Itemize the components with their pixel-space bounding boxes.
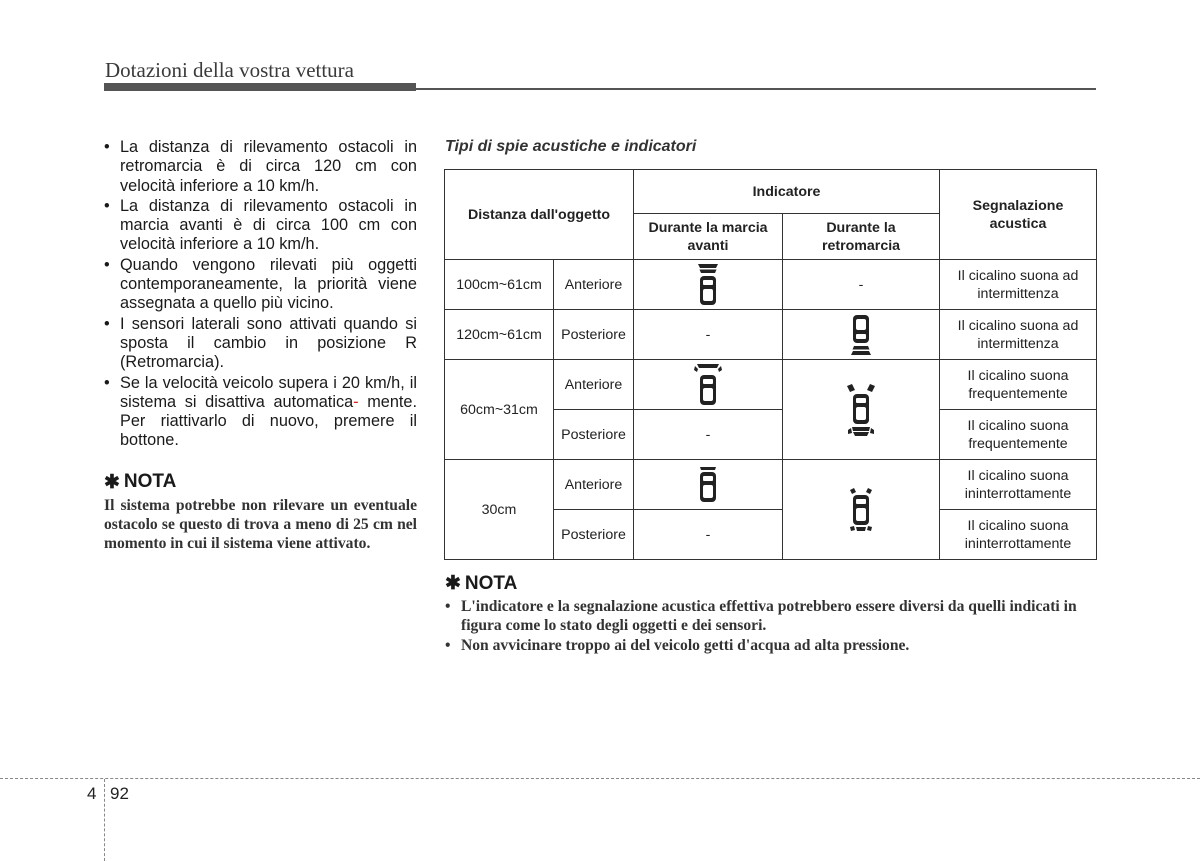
bullet-item — [104, 374, 417, 451]
sound-cell: Il cicalino suona ininterrottamente — [940, 460, 1097, 510]
forward-indicator-cell: - — [634, 410, 783, 460]
forward-indicator-cell: - — [634, 510, 783, 560]
sound-cell: Il cicalino suona ad intermittenza — [940, 310, 1097, 360]
hyphen-mark: - — [353, 392, 359, 411]
table-row — [445, 360, 1097, 410]
nota-text: Il sistema potrebbe non rilevare un eventuale ostacolo se questo di trova a meno di 25 cm nel momento in cui il sistema viene attivato. — [104, 496, 417, 553]
reverse-indicator-cell: - — [783, 260, 940, 310]
reverse-indicator-cell — [783, 460, 940, 560]
footer-vertical-dashed-rule — [104, 779, 105, 861]
header-reverse: Durante la retromarcia — [783, 214, 940, 260]
sound-cell: Il cicalino suona frequentemente — [940, 360, 1097, 410]
header-forward: Durante la marcia avanti — [634, 214, 783, 260]
car-front-medium-icon — [694, 363, 722, 407]
nota-heading — [445, 572, 1105, 595]
asterisk-icon: ✱ — [445, 573, 461, 594]
sound-cell: Il cicalino suona frequentemente — [940, 410, 1097, 460]
bullet-text-part2: mente. Per riattivarlo di nuovo, premere il bottone. — [120, 392, 418, 450]
nota-heading — [104, 471, 417, 494]
table-row — [445, 460, 1097, 510]
nota-title: NOTA — [464, 572, 518, 594]
chapter-number: 4 — [87, 784, 97, 803]
header-rule-thin — [416, 88, 1096, 90]
bullet-item: • I sensori laterali sono attivati quando si sposta il cambio in posizione R (Retromarcia). — [104, 315, 417, 373]
forward-indicator-cell — [634, 360, 783, 410]
reverse-indicator-cell — [783, 310, 940, 360]
nota-item: • Non avvicinare troppo ai del veicolo getti d'acqua ad alta pressione. — [445, 636, 1105, 655]
position-cell: Posteriore — [554, 310, 634, 360]
header-rule-dark — [104, 83, 416, 91]
reverse-indicator-cell — [783, 360, 940, 460]
car-rear-sensors-icon — [849, 314, 873, 356]
distance-cell: 60cm~31cm — [445, 360, 554, 460]
page-number: 92 — [110, 784, 129, 803]
position-cell: Posteriore — [554, 410, 634, 460]
bullet-item: • La distanza di rilevamento ostacoli in retromarcia è di circa 120 cm con velocità inferiore a 10 km/h. — [104, 138, 417, 196]
distance-cell: 120cm~61cm — [445, 310, 554, 360]
car-all-sensors-medium-icon — [845, 382, 877, 438]
distance-cell: 30cm — [445, 460, 554, 560]
nota-section-bottom — [445, 572, 1105, 655]
table-row — [445, 310, 1097, 360]
car-front-close-icon — [696, 466, 720, 504]
forward-indicator-cell: - — [634, 310, 783, 360]
sound-cell: Il cicalino suona ad intermittenza — [940, 260, 1097, 310]
header-indicator: Indicatore — [634, 170, 940, 214]
forward-indicator-cell — [634, 260, 783, 310]
header-sound: Segnalazione acustica — [940, 170, 1097, 260]
nota-item: • L'indicatore e la segnalazione acustica effettiva potrebbero essere diversi da quelli indicati in figura come lo stato degli oggetti e dei sensori. — [445, 597, 1105, 636]
asterisk-icon: ✱ — [104, 471, 120, 493]
forward-indicator-cell — [634, 460, 783, 510]
sound-cell: Il cicalino suona ininterrottamente — [940, 510, 1097, 560]
position-cell: Anteriore — [554, 260, 634, 310]
nota-list — [445, 597, 1105, 655]
table-title: Tipi di spie acustiche e indicatori — [445, 138, 697, 155]
position-cell: Anteriore — [554, 360, 634, 410]
bullet-item: • La distanza di rilevamento ostacoli in marcia avanti è di circa 100 cm con velocità inferiore a 10 km/h. — [104, 197, 417, 255]
position-cell: Anteriore — [554, 460, 634, 510]
car-front-sensors-icon — [696, 263, 720, 307]
bullet-text-part1: Se la velocità veicolo supera i 20 km/h, il sistema si disattiva automatica — [120, 373, 417, 411]
table-row — [445, 260, 1097, 310]
footer-dashed-rule — [0, 778, 1200, 779]
bullet-item: • Quando vengono rilevati più oggetti contemporaneamente, la priorità viene assegnata a quello più vicino. — [104, 256, 417, 314]
distance-cell: 100cm~61cm — [445, 260, 554, 310]
page-header-title: Dotazioni della vostra vettura — [105, 58, 354, 82]
indicator-table — [444, 169, 1097, 560]
car-all-sensors-close-icon — [846, 487, 876, 533]
nota-title: NOTA — [123, 471, 177, 493]
left-column — [104, 138, 417, 554]
header-distance: Distanza dall'oggetto — [445, 170, 634, 260]
feature-bullet-list — [104, 138, 417, 451]
position-cell: Posteriore — [554, 510, 634, 560]
